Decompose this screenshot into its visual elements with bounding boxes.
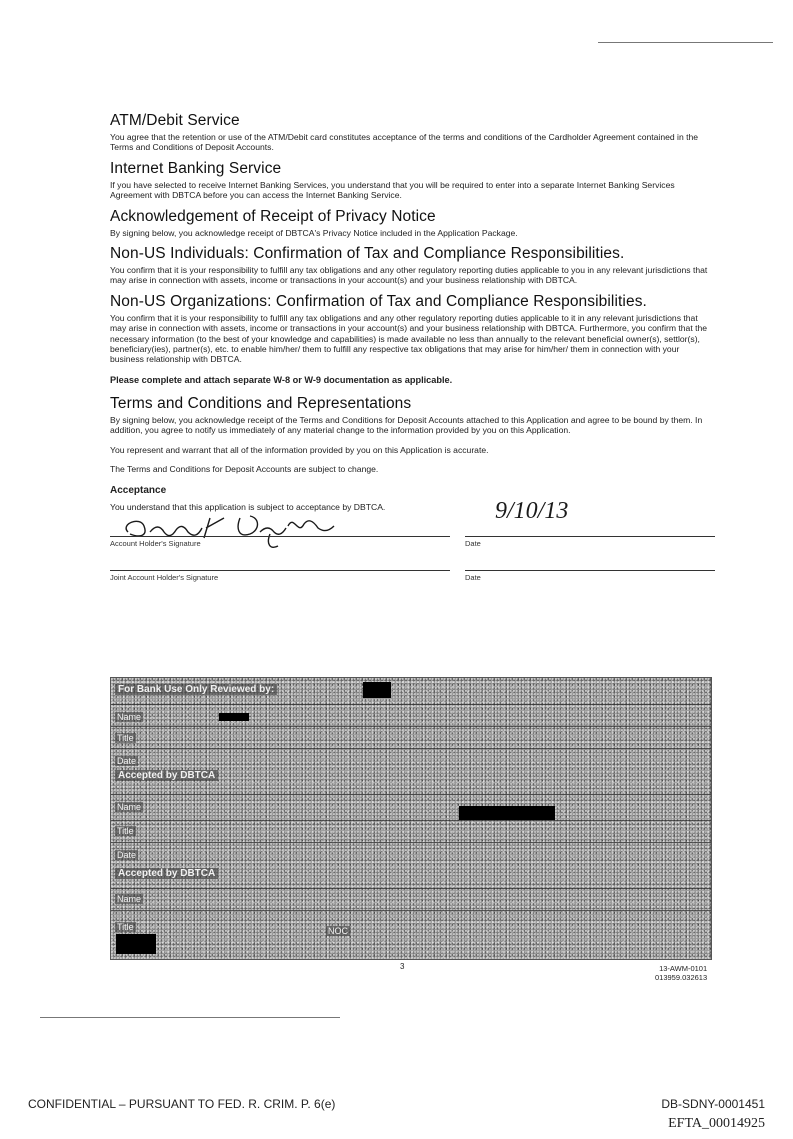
section-terms-conditions: [110, 395, 710, 436]
represent-warrant-text: You represent and warrant that all of the information provided by you on this Application is accurate.: [110, 444, 489, 455]
handwritten-date: 9/10/13: [495, 497, 569, 524]
date-label: Date: [117, 756, 137, 766]
acceptance-statement: You understand that this application is subject to acceptance by DBTCA.: [110, 501, 386, 512]
name-label: Name: [117, 894, 142, 904]
subject-to-change-text: The Terms and Conditions for Deposit Accounts are subject to change.: [110, 464, 379, 475]
redaction-box: [459, 806, 555, 820]
section-body: By signing below, you acknowledge receipt of the Terms and Conditions for Deposit Accounts attached to this Application and agree to be bound by them. In addition, you agree to notify us immediately of any material change to the information provided by you on this Application.: [110, 414, 703, 436]
section-heading: Non-US Individuals: Confirmation of Tax and Compliance Responsibilities.: [110, 245, 625, 263]
w8-w9-note: Please complete and attach separate W-8 or W-9 documentation as applicable.: [110, 374, 453, 385]
joint-signature-line: [110, 570, 450, 571]
section-body: You confirm that it is your responsibility to fulfill any tax obligations and any other regulatory reporting duties applicable to it in any relevant jurisdictions that may arise in connection with assets, income or transactions in your account(s) and your business relationship with DBTCA. Furthermore, you confirm that the necessary information (to the best of your knowledge and capabilities) is made available no less than annually to the relevant beneficial owner(s), settlor(s), beneficiary(ies), partner(s), etc. to enable him/her/ them to fulfill any respective tax obligations that may arise for him/her/ them in connection with your business relationship with DBTCA.: [110, 312, 708, 365]
section-heading: ATM/Debit Service: [110, 112, 240, 129]
scan-artifact-line: [40, 1017, 340, 1018]
name-label: Name: [117, 712, 142, 722]
bank-use-only-box: [110, 677, 712, 960]
form-rule: [111, 820, 711, 821]
date-line: [465, 536, 715, 537]
date-label: Date: [117, 850, 137, 860]
section-atm-debit: [110, 112, 710, 153]
name-label: Name: [117, 802, 142, 812]
joint-date-line: [465, 570, 715, 571]
form-rule: [111, 726, 711, 727]
section-heading: Acknowledgement of Receipt of Privacy Notice: [110, 207, 436, 225]
title-label: Title: [117, 733, 134, 743]
accepted-by-label: Accepted by DBTCA: [115, 770, 218, 781]
form-rule: [111, 794, 711, 795]
section-body: By signing below, you acknowledge receipt of DBTCA's Privacy Notice included in the Application Package.: [110, 227, 518, 238]
holder-signature-label: Account Holder's Signature: [110, 538, 201, 548]
section-heading: Internet Banking Service: [110, 159, 282, 177]
form-code: [655, 964, 707, 982]
section-privacy-notice: [110, 208, 710, 238]
joint-signature-row: [110, 560, 710, 590]
efta-number: EFTA_00014925: [668, 1116, 765, 1131]
title-label: Title: [117, 826, 134, 836]
section-non-us-organizations: [110, 293, 710, 365]
page-number: 3: [400, 962, 405, 971]
section-heading: Terms and Conditions and Representations: [110, 394, 412, 412]
joint-date-label: Date: [465, 572, 481, 582]
form-rule: [111, 704, 711, 705]
title-label: Title: [117, 922, 134, 932]
form-code-line: 13-AWM-0101: [659, 964, 708, 973]
reviewed-by-label: For Bank Use Only Reviewed by:: [115, 684, 277, 695]
redaction-box: [219, 713, 249, 721]
form-rule: [111, 842, 711, 843]
redaction-box: [116, 934, 156, 954]
section-heading: Non-US Organizations: Confirmation of Tax and Compliance Responsibilities.: [110, 292, 647, 310]
application-terms: [110, 112, 710, 590]
confidential-footer: CONFIDENTIAL – PURSUANT TO FED. R. CRIM. P. 6(e): [28, 1097, 336, 1111]
section-non-us-individuals: [110, 245, 710, 286]
bates-number: DB-SDNY-0001451: [661, 1097, 765, 1111]
accepted-by-label-2: Accepted by DBTCA: [115, 868, 218, 879]
redaction-box: [363, 682, 391, 698]
joint-signature-label: Joint Account Holder's Signature: [110, 572, 219, 582]
holder-signature-line: [110, 536, 450, 537]
section-body: You confirm that it is your responsibility to fulfill any tax obligations and any other regulatory reporting duties applicable to you in any relevant jurisdictions that may arise in connection with assets, income or transactions in your account(s) and your business relationship with DBTCA.: [110, 265, 708, 286]
form-rule: [111, 748, 711, 749]
form-rule: [111, 910, 711, 911]
scan-artifact-line: [598, 42, 773, 43]
noc-label: NOC: [328, 926, 348, 936]
section-body: If you have selected to receive Internet Banking Services, you understand that you will be required to enter into a separate Internet Banking Services Agreement with DBTCA before you can access the Internet Banking Service.: [110, 179, 675, 201]
form-rule: [111, 888, 711, 889]
date-label: Date: [465, 538, 481, 548]
section-internet-banking: [110, 160, 710, 201]
acceptance-heading: Acceptance: [110, 484, 167, 496]
form-id-line: 013959.032613: [655, 973, 708, 982]
section-body: You agree that the retention or use of the ATM/Debit card constitutes acceptance of the terms and conditions of the Cardholder Agreement contained in the Terms and Conditions of Deposit Accounts.: [110, 132, 699, 153]
